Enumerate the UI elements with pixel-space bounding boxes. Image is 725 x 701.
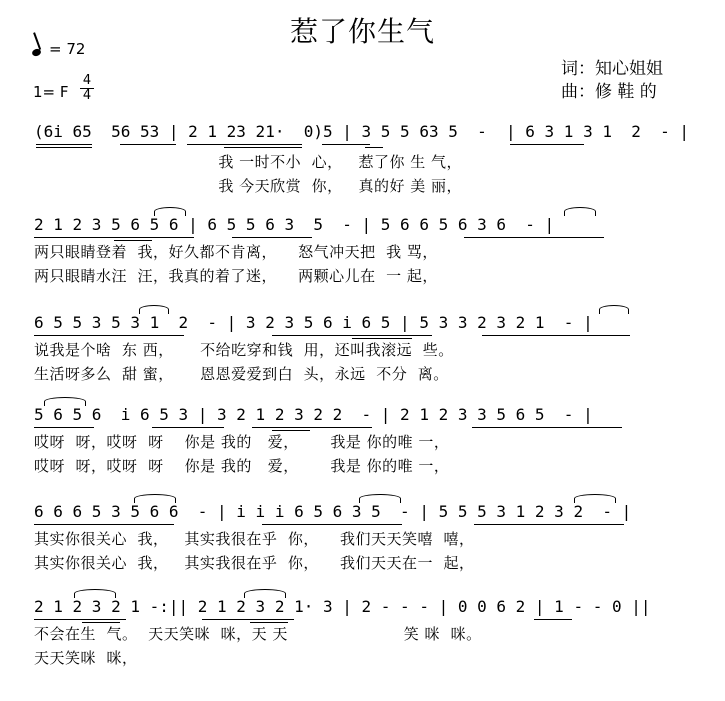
song-title: 惹了你生气 — [289, 15, 435, 48]
notation: (6i 65 56 53 | 2 1 23 21· 0)5 | 3 5 5 63 5 - | 6 3 1 3 1 2 - | — [34, 122, 690, 141]
tempo-marking — [32, 40, 85, 58]
notation: 2 1 2 3 5 6 5 6 | 6 5 5 6 3 5 - | 5 6 6 5 6 3 6 - | — [34, 215, 555, 234]
notation: 6 6 6 5 3 5 6 6 - | i i i 6 5 6 3 5 - | 5 5 5 3 1 2 3 2 - | — [34, 502, 632, 521]
lyric-verse-1: 不会在生 气。 天天笑咪 咪，天 天 笑 咪 咪。 — [34, 625, 482, 643]
time-signature-top: 4 — [82, 73, 92, 88]
beam-lines — [34, 144, 699, 150]
lyric-verse-2: 其实你很关心 我， 其实我很在乎 你， 我们天天在一 起， — [34, 554, 475, 572]
notation: 6 5 5 3 5 3 1 2 - | 3 2 3 5 6 i 6 5 | 5 3 3 2 3 2 1 - | — [34, 313, 593, 332]
time-signature-bottom: 4 — [80, 88, 94, 103]
tempo-value: = 72 — [49, 40, 86, 58]
lyric-verse-2: 哎呀 呀，哎呀 呀 你是 我的 爱， 我是 你的唯 一， — [34, 457, 450, 475]
slur — [74, 589, 116, 598]
lyric-verse-1: 说我是个啥 东 西， 不给吃穿和钱 用，还叫我滚远 些。 — [34, 341, 454, 359]
quarter-note-icon — [31, 48, 42, 58]
notation: 2 1 2 3 2 1 -:|| 2 1 2 3 2 1· 3 | 2 - - - | 0 0 6 2 | 1 - - 0 || — [34, 597, 651, 616]
slur — [599, 305, 629, 314]
slur — [244, 589, 286, 598]
lyric-verse-2: 两只眼睛水汪 汪，我真的着了迷， 两颗心儿在 一 起， — [34, 267, 438, 285]
slur — [574, 494, 616, 503]
lyric-verse-2: 生活呀多么 甜 蜜， 恩恩爱爱到白 头，永远 不分 离。 — [34, 365, 449, 383]
slur — [44, 397, 86, 406]
notation: 5 6 5 6 i 6 5 3 | 3 2 1 2 3 2 2 - | 2 1 2 3 3 5 6 5 - | — [34, 405, 593, 424]
lyric-verse-1: 哎呀 呀，哎呀 呀 你是 我的 爱， 我是 你的唯 一， — [34, 433, 450, 451]
slur — [359, 494, 401, 503]
slur — [134, 494, 176, 503]
lyric-verse-1: 两只眼睛登着 我，好久都不肯离， 怒气冲天把 我 骂， — [34, 243, 438, 261]
lyric-verse-2: 天天笑咪 咪， — [34, 649, 138, 667]
lyricist: 词：知心姐姐 — [561, 59, 663, 79]
key-signature: 1= F — [33, 83, 69, 101]
lyric-verse-2: 我 今天欣赏 你， 真的好 美 丽， — [34, 177, 463, 195]
slur — [564, 207, 596, 216]
composer: 曲：修 鞋 的 — [561, 82, 657, 102]
lyric-verse-1: 其实你很关心 我， 其实我很在乎 你， 我们天天笑嘻 嘻， — [34, 530, 475, 548]
slur — [139, 305, 169, 314]
time-signature — [80, 74, 94, 103]
credits — [561, 58, 663, 104]
lyric-verse-1: 我 一时不小 心， 惹了你 生 气， — [34, 153, 463, 171]
slur — [154, 207, 186, 216]
